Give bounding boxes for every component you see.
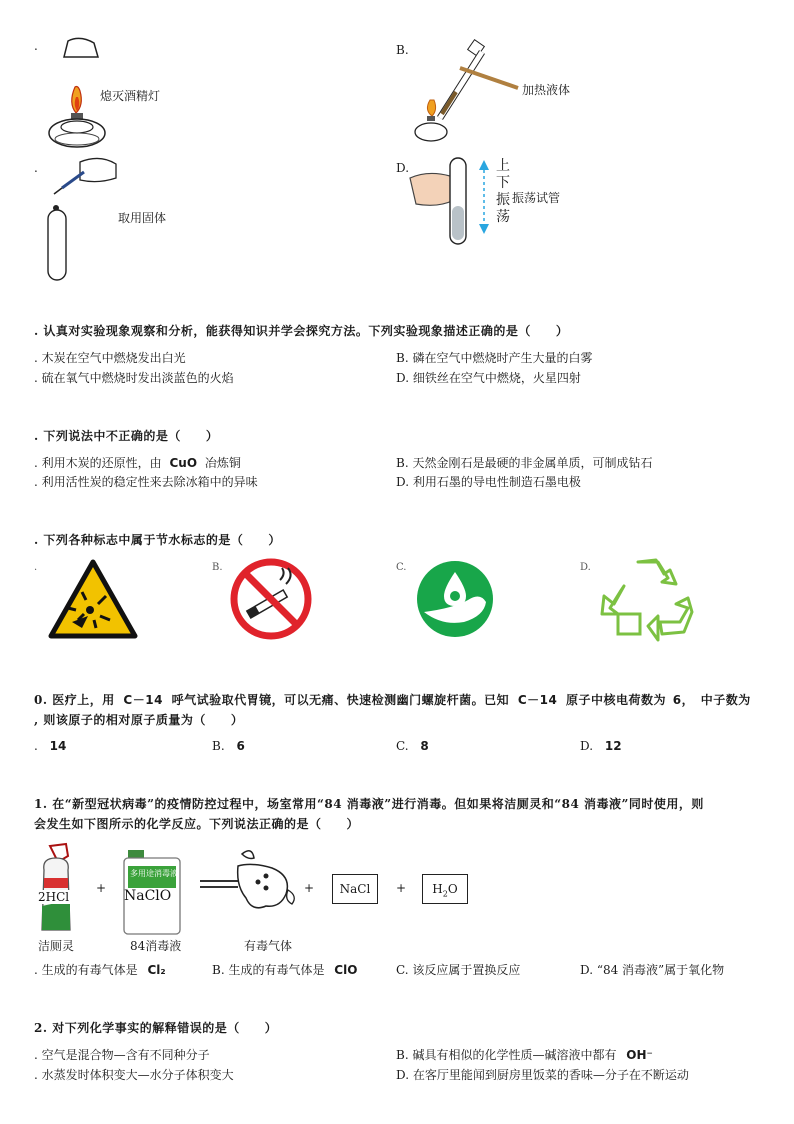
no-smoking-icon [228,556,314,642]
question-10-option-c [396,738,429,754]
shake-direction-char-1: 上 [496,158,510,174]
plus-sign-2: + [304,881,315,895]
question-11-option-d: D. “84 消毒液”属于氧化物 [580,963,725,977]
question-10-stem-line-1 [34,691,751,708]
explosive-warning-icon [48,558,138,640]
question-11-option-c: C. 该反应属于置换反应 [396,963,521,977]
question-11-option-b [212,962,357,978]
question-11-option-a-formula: Cl₂ [147,963,166,977]
question-8-option-a-text: . 利用木炭的还原性，由 [34,456,162,470]
water-formula-h: H [432,882,443,896]
toxic-gas-caption: 有毒气体 [244,939,293,953]
question-10-option-d-value: 12 [604,739,622,753]
toilet-cleaner-bottle-illustration [36,842,76,934]
question-10-option-b-value: 6 [236,739,245,753]
question-9-label-b: B. [212,562,223,573]
question-9-label-c: C. [396,562,407,573]
disinfectant-formula: NaClO [124,888,172,904]
question-12-stem: 2. 对下列化学事实的解释错误的是（ ） [34,1021,278,1035]
option-c-label: . [34,161,38,175]
product-water-box [422,874,468,904]
product-nacl-box: NaCl [332,874,378,904]
water-formula-subscript: 2 [442,889,448,899]
shake-direction-char-4: 荡 [496,209,510,225]
question-7-option-d: D. 细铁丝在空气中燃烧，火星四射 [396,371,581,385]
question-8-option-b: B. 天然金刚石是最硬的非金属单质，可制成钻石 [396,456,653,470]
option-d-label: D. [396,161,410,175]
shake-direction-char-3: 振 [496,192,510,208]
question-11-option-b-formula: ClO [334,963,358,977]
heating-liquid-illustration [410,38,530,148]
question-10-stem-text-2: 呼气试验取代胃镜，可以无痛、快速检测幽门螺旋杆菌。已知 [171,693,510,707]
question-10-option-a-value: 14 [49,739,67,753]
disinfectant-caption: 84消毒液 [130,939,182,953]
question-11-option-a-text: . 生成的有毒气体是 [34,963,138,977]
plus-sign-1: + [96,881,107,895]
option-a-label: . [34,39,38,53]
question-11-option-a [34,962,166,978]
taking-solid-illustration [40,150,120,285]
question-11-stem-line-1: 1. 在“新型冠状病毒”的疫情防控过程中，场室常用“84 消毒液”进行消毒。但如果将洁厕灵和“84 消毒液”同时使用，则 [34,797,704,811]
toilet-cleaner-caption: 洁厕灵 [38,939,75,953]
question-12-option-a: . 空气是混合物—含有不同种分子 [34,1048,210,1062]
question-10-option-a-label: . [34,739,38,753]
question-10-stem-text-1: 0. 医疗上，用 [34,693,115,707]
disinfectant-tag: 多用途消毒液 [130,869,178,878]
water-formula-o: O [447,882,458,896]
question-9-label-a: . [34,562,38,573]
question-10-option-d [580,738,622,754]
question-12-option-b [396,1047,653,1063]
question-10-option-b [212,738,245,754]
recycle-icon [598,556,694,648]
toxic-gas-illustration [232,846,302,918]
question-10-stem-line-2: , 则该原子的相对原子质量为（ ） [34,713,244,727]
question-7-option-b: B. 磷在空气中燃烧时产生大量的白雾 [396,351,593,365]
question-10-stem-text-4: 中子数为 [700,693,751,707]
option-c-caption: 取用固体 [118,211,167,225]
question-9-label-d: D. [580,562,591,573]
shake-direction-char-2: 下 [496,175,510,191]
shaking-test-tube-illustration [408,150,508,250]
question-10-option-c-label: C. [396,739,409,753]
question-7-stem: . 认真对实验现象观察和分析，能获得知识并学会探究方法。下列实验现象描述正确的是（ ） [34,324,569,338]
plus-sign-3: + [396,881,407,895]
toilet-cleaner-formula: 2HCl [38,890,70,904]
question-10-option-b-label: B. [212,739,225,753]
question-8-stem: . 下列说法中不正确的是（ ） [34,429,219,443]
question-7-option-a: . 木炭在空气中燃烧发出白光 [34,351,186,365]
option-b-label: B. [396,43,409,57]
option-b-caption: 加热液体 [522,83,571,97]
question-8-option-a [34,455,241,471]
question-8-option-d: D. 利用石墨的导电性制造石墨电极 [396,475,581,489]
question-12-option-b-text: B. 碱具有相似的化学性质—碱溶液中都有 [396,1048,617,1062]
water-saving-icon [414,558,496,640]
question-11-stem-line-2: 会发生如下图所示的化学反应。下列说法正确的是（ ） [34,817,360,831]
question-10-option-d-label: D. [580,739,594,753]
question-10-option-a [34,738,66,754]
question-10-charge-number: 6， [672,693,695,707]
option-a-caption: 熄灭酒精灯 [100,89,161,103]
option-d-caption: 振荡试管 [512,191,561,205]
question-8-option-a-formula: CuO [169,456,198,470]
question-11-option-b-text: B. 生成的有毒气体是 [212,963,325,977]
question-10-option-c-value: 8 [420,739,429,753]
question-10-stem-text-3: 原子中核电荷数为 [566,693,667,707]
question-9-stem: . 下列各种标志中属于节水标志的是（ ） [34,533,281,547]
question-10-c14-second: C－14 [517,693,558,707]
question-12-option-d: D. 在客厅里能闻到厨房里饭菜的香味—分子在不断运动 [396,1068,689,1082]
question-12-option-c: . 水蒸发时体积变大—水分子体积变大 [34,1068,234,1082]
question-8-option-c: . 利用活性炭的稳定性来去除冰箱中的异味 [34,475,258,489]
question-12-option-b-formula: OH⁻ [626,1048,653,1062]
question-7-option-c: . 硫在氧气中燃烧时发出淡蓝色的火焰 [34,371,234,385]
question-8-option-a-text-end: 冶炼铜 [204,456,241,470]
question-10-c14: C－14 [123,693,163,707]
